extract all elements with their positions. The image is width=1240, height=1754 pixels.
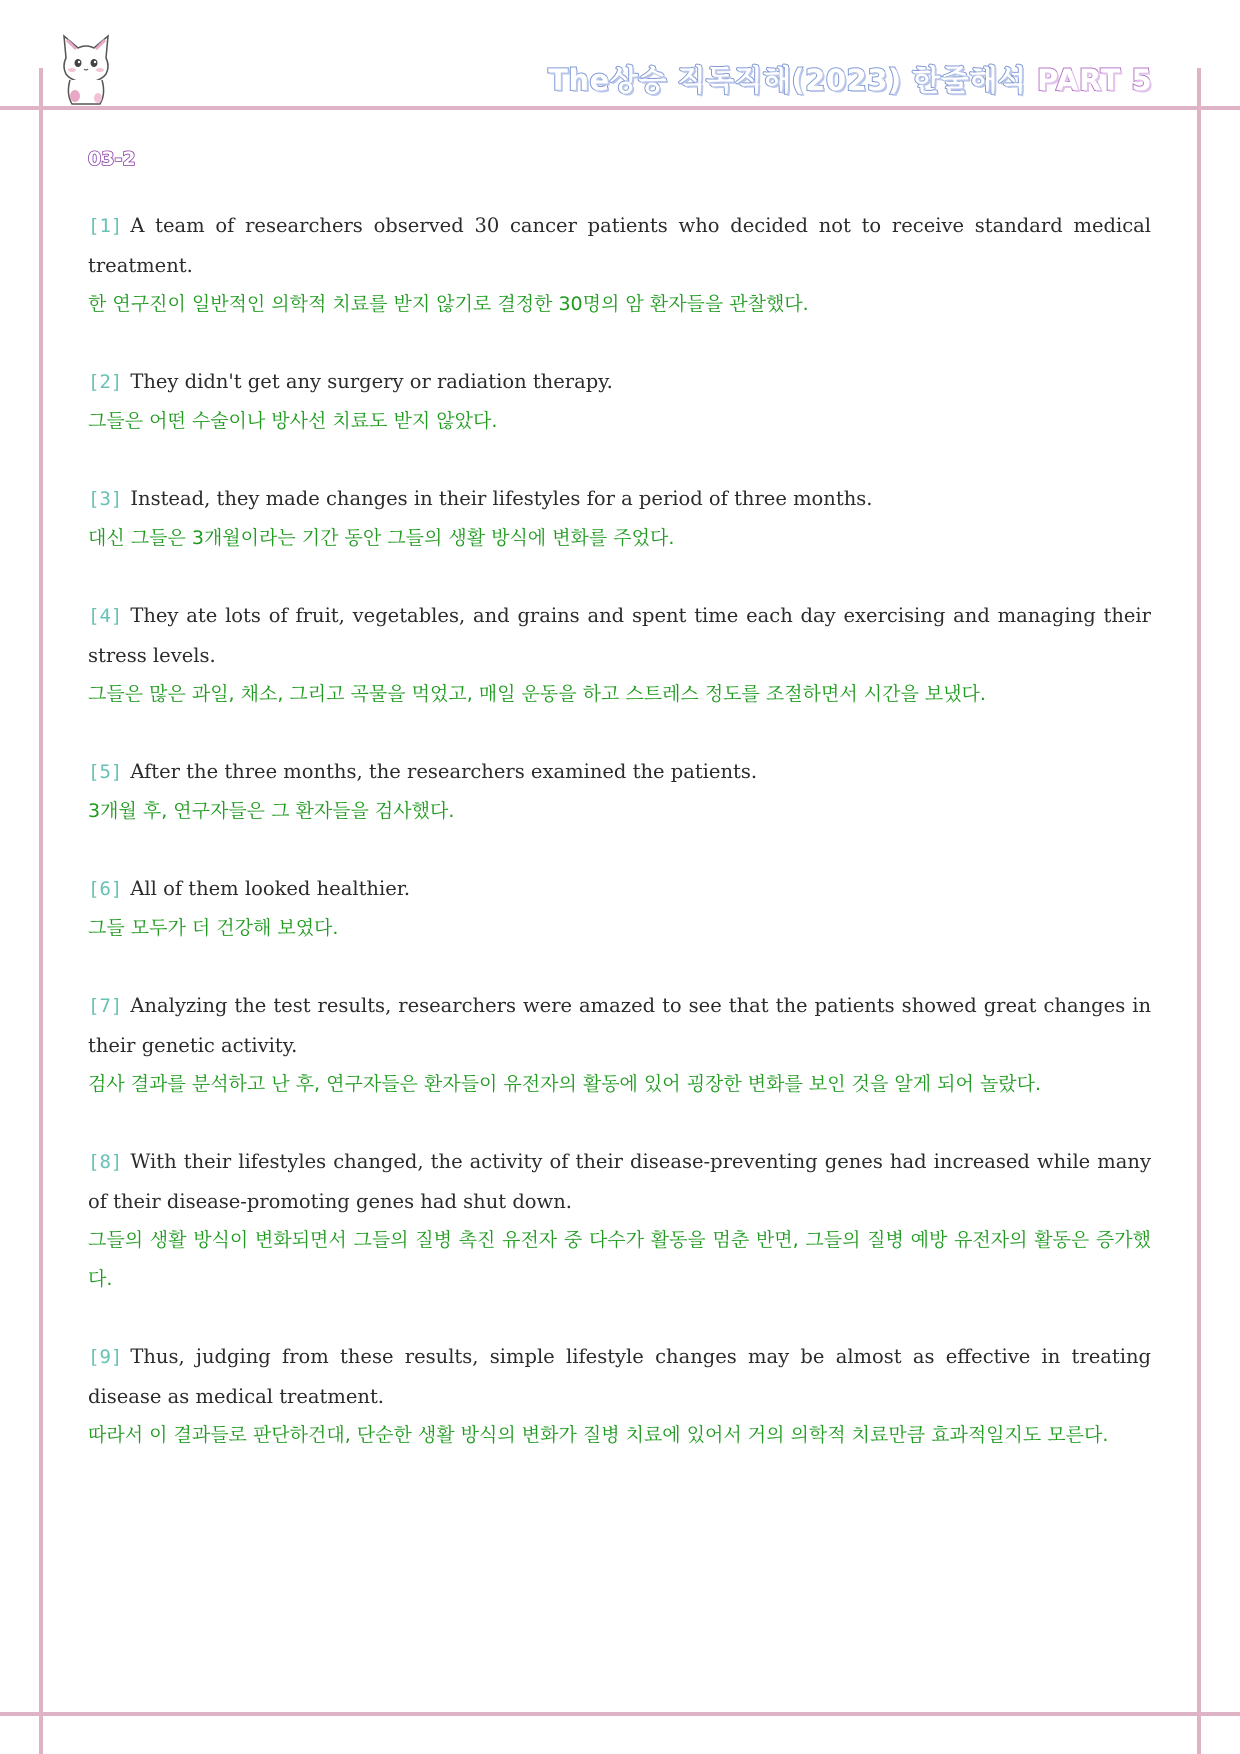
section-id: 03-2 [88,148,136,170]
english-sentence [88,206,1151,285]
sentence-number: [6] [88,878,123,900]
sentence-number: [5] [88,761,123,783]
sentence-number: [3] [88,488,123,510]
english-text: Instead, they made changes in their lifestyles for a period of three months. [130,487,873,510]
sentence-item [88,362,1151,441]
header-title [548,58,1152,99]
english-text: Analyzing the test results, researchers were amazed to see that the patients showed great changes in their genetic activity. [88,994,1151,1057]
korean-translation: 검사 결과를 분석하고 난 후, 연구자들은 환자들이 유전자의 활동에 있어 굉장한 변화를 보인 것을 알게 되어 놀랐다. [88,1073,1041,1095]
sentence-number: [2] [88,371,123,393]
english-text: They ate lots of fruit, vegetables, and grains and spent time each day exercising and managing their stress levels. [88,604,1151,667]
sentence-item [88,869,1151,948]
sentence-item [88,1337,1151,1455]
korean-translation: 그들 모두가 더 건강해 보였다. [88,917,339,939]
english-text: A team of researchers observed 30 cancer patients who decided not to receive standard medical treatment. [88,214,1151,277]
frame-top-line [0,106,1240,110]
korean-translation: 그들은 많은 과일, 채소, 그리고 곡물을 먹었고, 매일 운동을 하고 스트레스 정도를 조절하면서 시간을 보냈다. [88,683,986,705]
cat-mascot-icon [56,30,116,108]
header-title-part3: PART 5 [1026,63,1152,97]
sentence-item [88,206,1151,324]
english-text: With their lifestyles changed, the activity of their disease-preventing genes had increased while many of their disease-promoting genes had shut down. [88,1150,1151,1213]
sentence-item [88,986,1151,1104]
sentence-number: [1] [88,215,123,237]
english-text: They didn't get any surgery or radiation therapy. [130,370,613,393]
english-text: All of them looked healthier. [130,877,411,900]
english-sentence [88,986,1151,1065]
english-sentence [88,596,1151,675]
english-sentence [88,869,1151,909]
english-text: Thus, judging from these results, simple lifestyle changes may be almost as effective in treating disease as medical treatment. [88,1345,1151,1408]
english-sentence [88,752,1151,792]
korean-translation: 그들은 어떤 수술이나 방사선 치료도 받지 않았다. [88,410,498,432]
english-sentence [88,362,1151,402]
english-sentence [88,1142,1151,1221]
korean-translation: 그들의 생활 방식이 변화되면서 그들의 질병 촉진 유전자 중 다수가 활동을 멈춘 반면, 그들의 질병 예방 유전자의 활동은 증가했다. [88,1229,1151,1290]
sentence-number: [8] [88,1151,123,1173]
korean-translation: 한 연구진이 일반적인 의학적 치료를 받지 않기로 결정한 30명의 암 환자들을 관찰했다. [88,293,809,315]
korean-translation: 따라서 이 결과들로 판단하건대, 단순한 생활 방식의 변화가 질병 치료에 있어서 거의 의학적 치료만큼 효과적일지도 모른다. [88,1424,1109,1446]
passage-content [88,206,1151,1493]
english-sentence [88,1337,1151,1416]
frame-left-line [39,68,43,1754]
korean-translation: 대신 그들은 3개월이라는 기간 동안 그들의 생활 방식에 변화를 주었다. [88,527,675,549]
frame-bottom-line [0,1712,1240,1716]
sentence-number: [4] [88,605,123,627]
korean-translation: 3개월 후, 연구자들은 그 환자들을 검사했다. [88,800,455,822]
english-sentence [88,479,1151,519]
frame-right-line [1197,68,1201,1754]
header-title-part2: 한줄해석 [901,63,1027,97]
sentence-item [88,752,1151,831]
sentence-number: [9] [88,1346,123,1368]
header-title-part1: The상승 직독직해(2023) [548,63,902,97]
sentence-number: [7] [88,995,123,1017]
sentence-item [88,596,1151,714]
sentence-item [88,479,1151,558]
english-text: After the three months, the researchers examined the patients. [130,760,758,783]
sentence-item [88,1142,1151,1299]
